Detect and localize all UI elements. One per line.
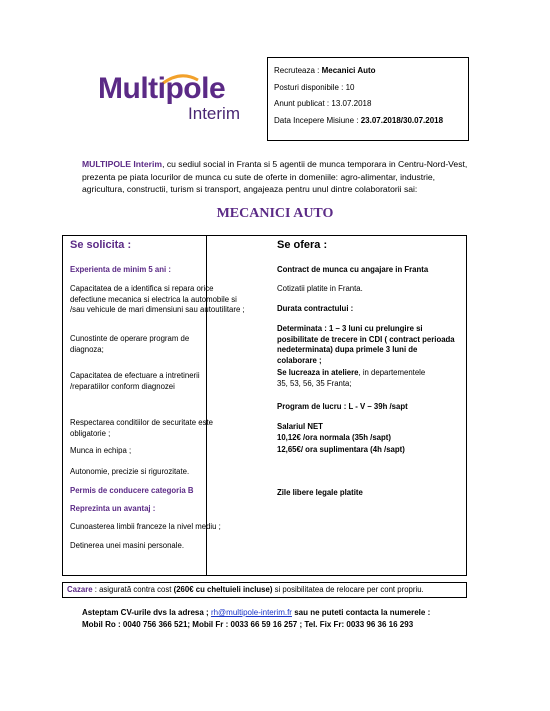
data-label: Data Incepere Misiune : bbox=[274, 115, 359, 125]
requirement-4: Respectarea conditiilor de securitate este obligatorie ; bbox=[70, 418, 214, 438]
contact-block bbox=[82, 607, 482, 630]
offer-5-text: , in departementele 35, 53, 56, 35 Franta; bbox=[277, 368, 426, 388]
recruteaza-value: Mecanici Auto bbox=[321, 66, 376, 75]
avantaj-heading: Reprezinta un avantaj : bbox=[70, 504, 156, 513]
recruteaza-label: Recruteaza : bbox=[274, 66, 320, 75]
contact-line-2: Mobil Ro : 0040 756 366 521; Mobil Fr : 0033 66 59 16 257 ; Tel. Fix Fr: 0033 96 36 16 293 bbox=[82, 619, 414, 629]
contact-text-2: sau ne puteti contacta la numerele : bbox=[291, 608, 431, 617]
requirements-column bbox=[70, 239, 265, 550]
offer-5-bold: Se lucreaza in ateliere bbox=[277, 368, 359, 377]
intro-paragraph bbox=[82, 158, 474, 196]
anunt-row: Anunt publicat : 13.07.2018 bbox=[274, 99, 372, 108]
email-link[interactable]: rh@multipole-interim.fr bbox=[210, 608, 292, 617]
offer-6: Program de lucru : L - V – 39h /sapt bbox=[277, 402, 408, 411]
job-info-box bbox=[267, 57, 469, 141]
offer-5 bbox=[277, 368, 437, 389]
offer-title: Se ofera : bbox=[277, 239, 328, 251]
requirement-6: Autonomie, precizie si rigurozitate. bbox=[70, 467, 190, 476]
offer-8: 10,12€ /ora normala (35h /sapt) bbox=[277, 433, 391, 442]
offer-column bbox=[277, 239, 467, 497]
intro-text: , cu sediul social in Franta si 5 agentii de munca temporara in Centru-Nord-Vest, prezenta pe piata locurilor de munca cu sute de oferte in domeniile: agro-alimentar, industrie, agricultura, constructii, turism si transport, angajeaza pentru unul dintre colaboratorii sai: bbox=[82, 159, 468, 194]
multipole-logo bbox=[98, 72, 258, 132]
data-incepere-row bbox=[274, 113, 462, 130]
contact-text-1: Asteptam CV-urile dvs la adresa ; bbox=[82, 608, 211, 617]
offer-2: Cotizatii platite in Franta. bbox=[277, 284, 363, 293]
job-headline: MECANICI AUTO bbox=[216, 206, 334, 221]
offer-4: Determinata : 1 – 3 luni cu prelungire si posibilitate de trecere in CDI ( contract perioada nedeterminata) dupa primele 3 luni de colaborare ; bbox=[277, 324, 455, 365]
offer-10: Zile libere legale platite bbox=[277, 488, 363, 497]
cazare-box bbox=[62, 582, 467, 598]
advantage-1: Cunoasterea limbii franceze la nivel mediu ; bbox=[70, 522, 221, 531]
posturi-row: Posturi disponibile : 10 bbox=[274, 82, 355, 92]
requirement-1: Capacitatea de a identifica si repara orice defectiune mecanica si electrica la automobile si /sau vehicule de mari dimensiuni sau autoutilitare ; bbox=[70, 284, 245, 314]
cazare-text-2: si posibilitatea de relocare per cont propriu. bbox=[272, 585, 424, 594]
requirement-2: Cunostinte de operare program de diagnoza; bbox=[70, 334, 190, 354]
requirements-title: Se solicita : bbox=[70, 239, 132, 251]
recruteaza-row bbox=[274, 63, 462, 80]
logo-subtext: Interim bbox=[188, 104, 240, 123]
experience-heading: Experienta de minim 5 ani : bbox=[70, 265, 171, 274]
offer-9: 12,65€/ ora suplimentara (4h /sapt) bbox=[277, 445, 405, 454]
requirement-3: Capacitatea de efectuare a intretinerii /reparatiilor conform diagnozei bbox=[70, 371, 200, 391]
offer-3: Durata contractului : bbox=[277, 304, 354, 313]
offer-1: Contract de munca cu angajare in Franta bbox=[277, 265, 429, 274]
requirement-5: Munca in echipa ; bbox=[70, 446, 132, 455]
cazare-bold: (260€ cu cheltuieli incluse) bbox=[173, 585, 273, 594]
data-value: 23.07.2018/30.07.2018 bbox=[360, 115, 444, 125]
intro-brand: MULTIPOLE Interim bbox=[82, 159, 163, 169]
offer-7: Salariul NET bbox=[277, 422, 323, 431]
cazare-text-1: : asigurată contra cost bbox=[92, 585, 174, 594]
logo-text: Multipole bbox=[98, 72, 226, 105]
advantage-2: Detinerea unei masini personale. bbox=[70, 541, 184, 550]
contact-line-1 bbox=[82, 607, 482, 619]
permis-heading: Permis de conducere categoria B bbox=[70, 486, 194, 495]
cazare-label: Cazare bbox=[67, 585, 93, 594]
